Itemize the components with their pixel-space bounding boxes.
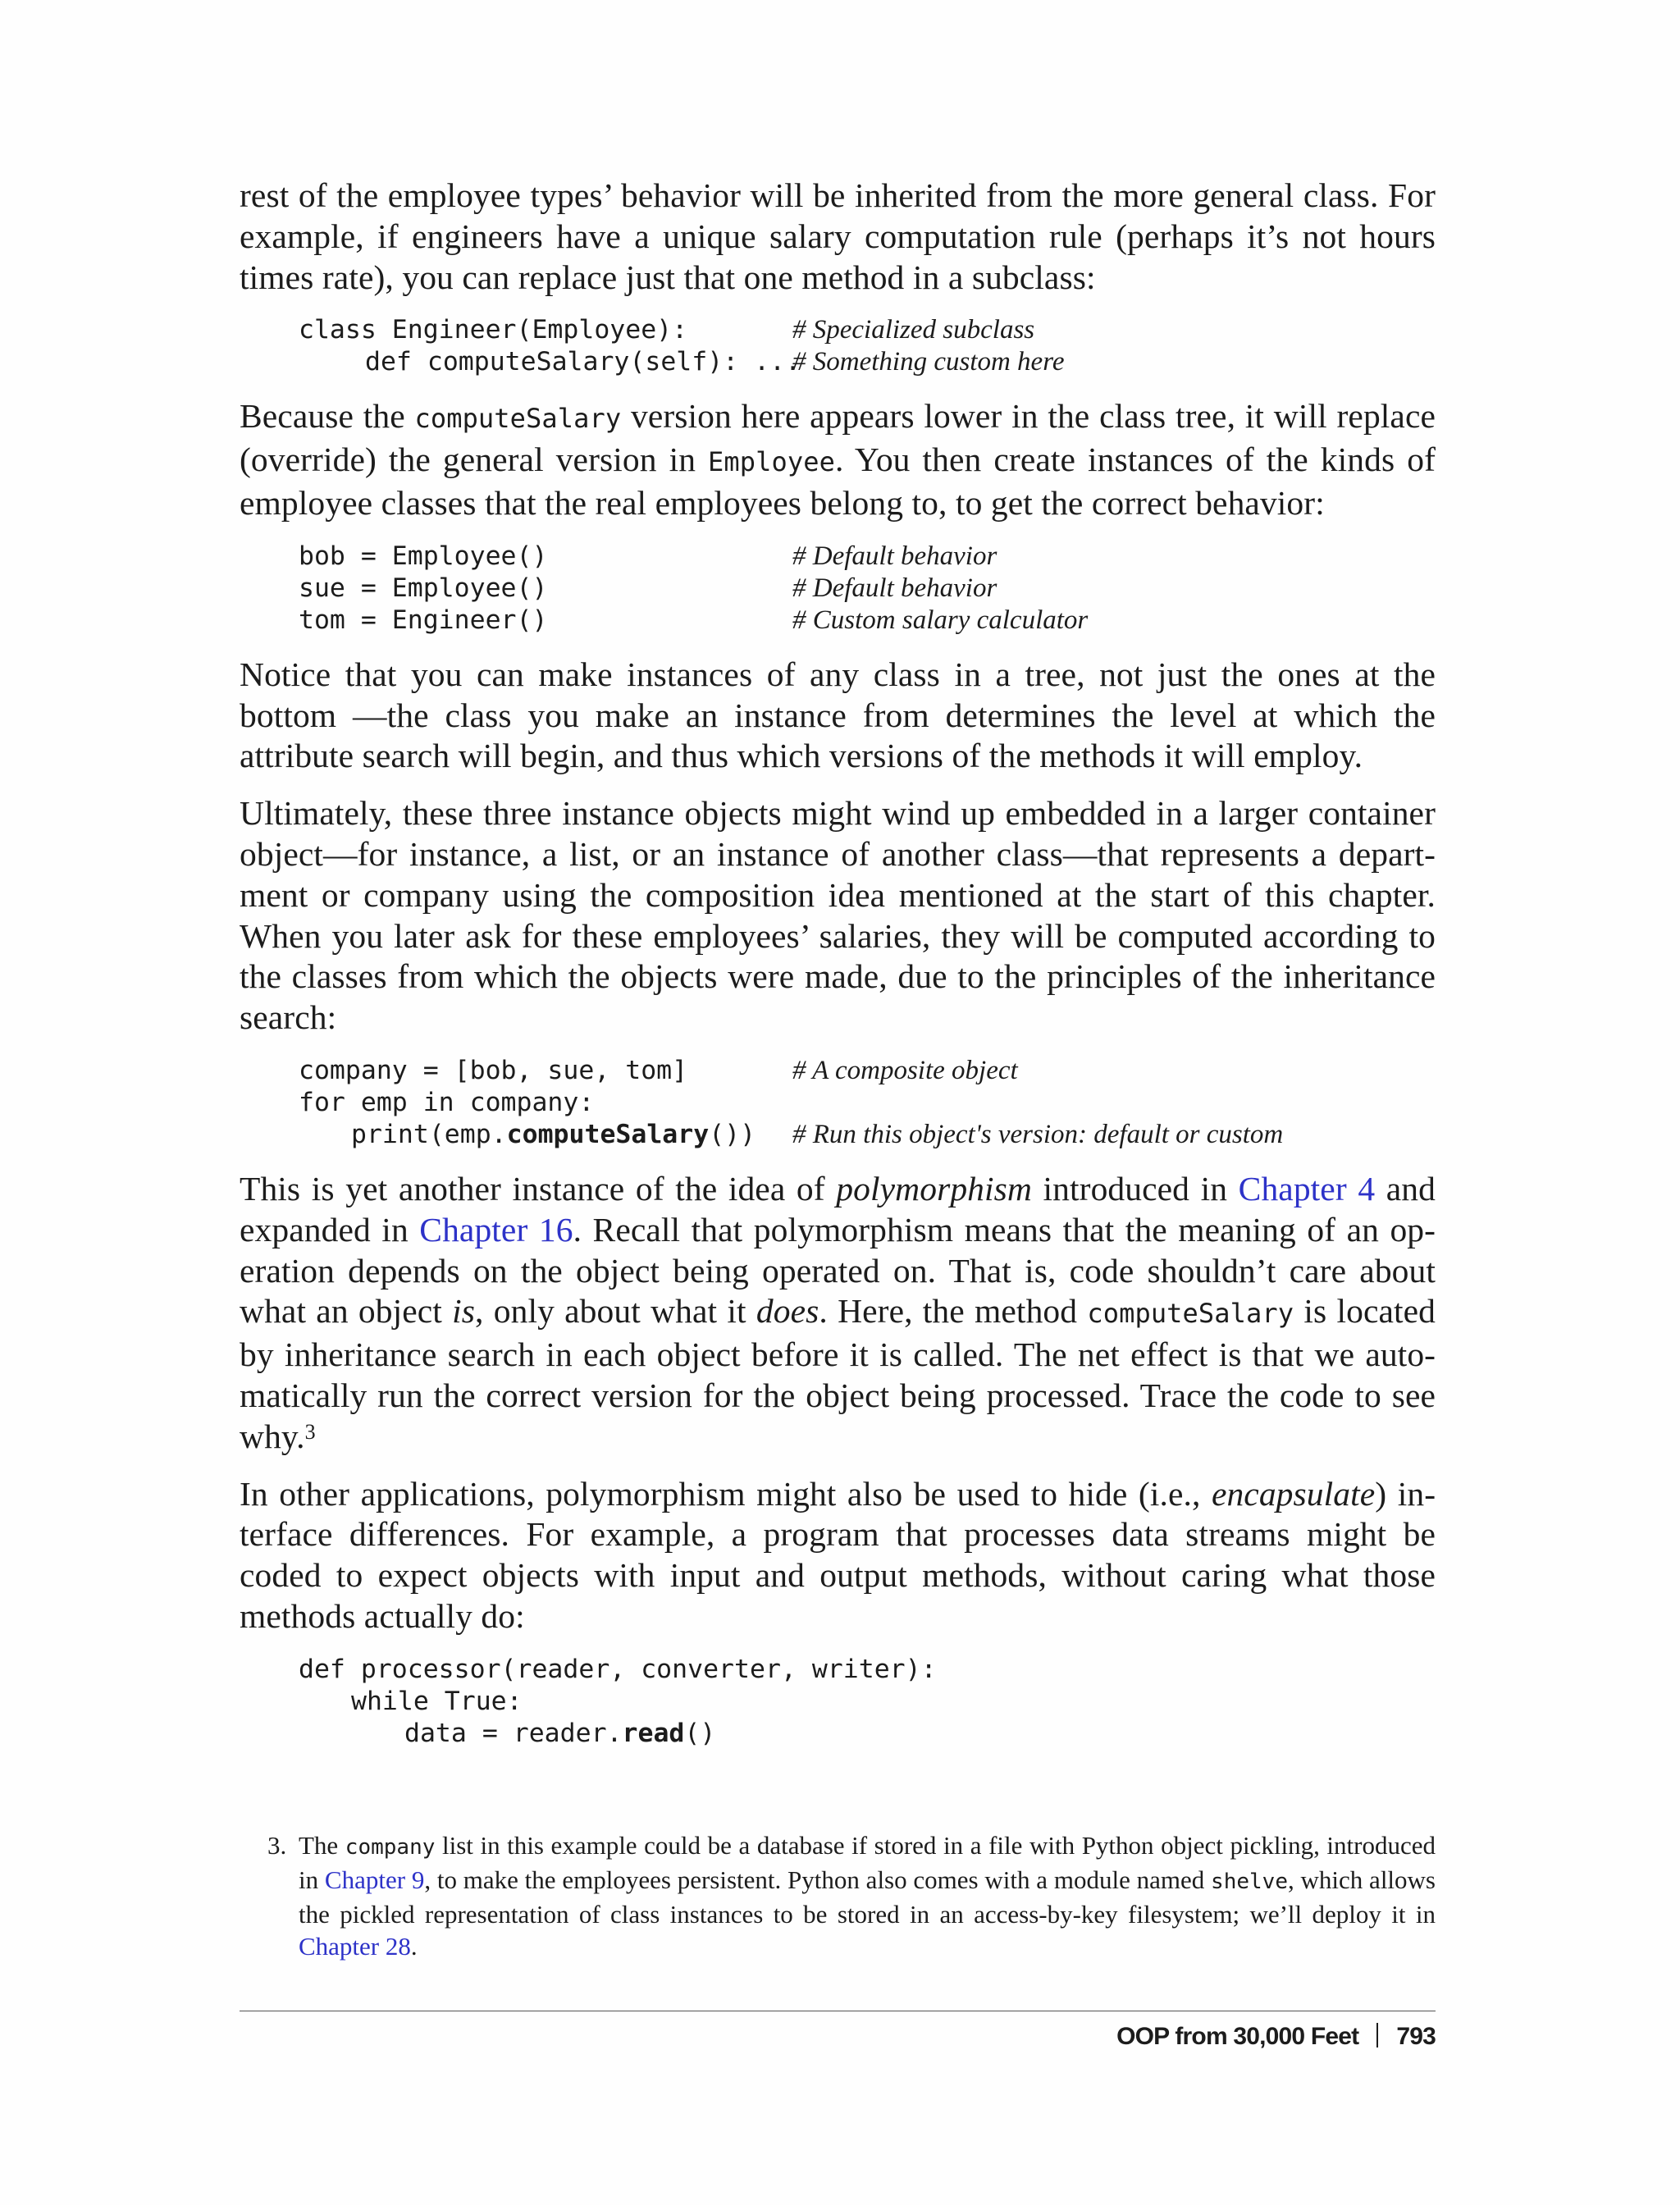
text-run: , which allows the pickled representation of class instances to be stored in an access-by-key filesystem; we’ll deploy it in [299, 1865, 1436, 1929]
code-line [299, 573, 1436, 605]
code-line [299, 346, 1436, 378]
footnote-ref[interactable]: 3 [304, 1419, 316, 1444]
emphasis: encapsulate [1211, 1474, 1376, 1513]
text-run: and expanded in [240, 1169, 1436, 1249]
code-line [299, 541, 1436, 573]
inline-code: computeSalary [1087, 1298, 1294, 1330]
paragraph-3: Notice that you can make instances of any class in a tree, not just the ones at the bottom —the class you make an instance from determines the level at which the attribute search will begin, and thus which versions of the methods it will employ. [240, 655, 1436, 775]
text-run: , to make the employees persistent. Python also comes with a module named [424, 1865, 1212, 1894]
code-comment: # Run this object's version: default or custom [792, 1119, 1284, 1149]
code-run: data = reader. [404, 1718, 623, 1748]
code-text: class Engineer(Employee): [299, 315, 688, 345]
code-run: () [684, 1718, 716, 1748]
code-text: def processor(reader, converter, writer): [299, 1654, 937, 1684]
code-text: def computeSalary(self): ... [365, 347, 801, 377]
text-run: . Recall that polymorphism means that the meaning of an operation depends on the object being operated on. That is, code shouldn’t care about what an object [240, 1210, 1436, 1331]
code-comment: # Specialized subclass [792, 315, 1035, 345]
code-line [299, 1087, 1436, 1119]
chapter-28-link[interactable]: Chapter 28 [299, 1932, 411, 1961]
footnote [240, 1829, 1436, 1962]
code-line [299, 605, 1436, 637]
footer-section-title: OOP from 30,000 Feet [1116, 2023, 1359, 2050]
text-run: introduced in [1031, 1169, 1239, 1208]
code-bold-run: read [622, 1718, 685, 1748]
code-comment: # A composite object [792, 1055, 1018, 1085]
page-number: 793 [1396, 2023, 1436, 2050]
text-run: In other applications, polymorphism might also be used to hide (i.e., [240, 1474, 1212, 1513]
inline-code: company [345, 1835, 436, 1860]
code-block-instances [299, 541, 1436, 637]
page-content [240, 176, 1436, 1768]
emphasis: does [756, 1292, 819, 1331]
paragraph-1: rest of the employee types’ behavior will be inherited from the more general class. For example, if engineers have a unique salary computation rule (perhaps it’s not hours times rate), you can replace just that one method in a subclass: [240, 176, 1436, 296]
code-text: for emp in company: [299, 1087, 595, 1117]
code-block-processor [299, 1654, 1436, 1750]
code-run: print(emp. [351, 1119, 507, 1149]
emphasis: is [452, 1292, 476, 1331]
paragraph-4: Ultimately, these three instance objects might wind up embedded in a larger container object—for instance, a list, or an instance of another class—that represents a department or company using the composition idea mentioned at the start of this chapter. When you later ask for these employees’ salaries, they will be computed according to the classes from which the objects were made, due to the principles of the inheritance search: [240, 794, 1436, 1037]
code-text: bob = Employee() [299, 541, 548, 571]
code-text: tom = Engineer() [299, 605, 548, 635]
code-line [299, 1055, 1436, 1087]
code-comment: # Default behavior [792, 541, 998, 571]
chapter-16-link[interactable]: Chapter 16 [419, 1210, 573, 1249]
text-run: . You then create instances of the kinds of employee classes that the real employees belong to, to get the correct behavior: [240, 441, 1436, 522]
inline-code: Employee [708, 446, 835, 478]
text-run: . [410, 1932, 418, 1961]
paragraph-6 [240, 1474, 1436, 1637]
code-comment: # Something custom here [792, 347, 1065, 377]
code-line [299, 1718, 1436, 1750]
code-text: sue = Employee() [299, 573, 548, 603]
code-text [299, 1719, 715, 1748]
code-block-engineer [299, 314, 1436, 378]
text-run: version here appears lower in the class tree, it will replace (override) the general version in [240, 397, 1436, 479]
code-text: company = [bob, sue, tom] [299, 1055, 688, 1085]
page-footer [1116, 2023, 1436, 2051]
paragraph-2 [240, 396, 1436, 523]
chapter-9-link[interactable]: Chapter 9 [324, 1865, 425, 1894]
code-line [299, 1686, 1436, 1718]
text-run: list in this example could be a database if stored in a file with Python object pickling, introduced in [299, 1831, 1436, 1894]
footnote-text [299, 1829, 1436, 1962]
emphasis: polymorphism [836, 1169, 1032, 1208]
chapter-4-link[interactable]: Chapter 4 [1238, 1169, 1376, 1208]
code-text [299, 1120, 756, 1149]
footer-separator [1376, 2023, 1378, 2048]
code-line [299, 1654, 1436, 1686]
text-run: ) interface differences. For example, a program that processes data streams might be coded to expect objects with input and output methods, without caring what those methods actually do: [240, 1474, 1436, 1635]
text-run: Because the [240, 397, 415, 436]
paragraph-5 [240, 1169, 1436, 1458]
code-text: while True: [351, 1686, 523, 1716]
code-bold-run: computeSalary [506, 1119, 710, 1149]
text-run: , only about what it [475, 1292, 756, 1331]
code-comment: # Default behavior [792, 573, 998, 603]
text-run: . Here, the method [819, 1292, 1088, 1331]
inline-code: computeSalary [414, 403, 622, 435]
text-run: is located by inheritance search in each object before it is called. The net effect is that we automatically run the correct version for the object being processed. Trace the code to see why. [240, 1292, 1436, 1455]
inline-code: shelve [1211, 1869, 1288, 1894]
text-run: This is yet another instance of the idea of [240, 1169, 837, 1208]
code-comment: # Custom salary calculator [792, 605, 1089, 635]
footnote-number: 3. [267, 1831, 287, 1860]
text-run: The [299, 1831, 345, 1860]
code-line [299, 314, 1436, 346]
code-line [299, 1119, 1436, 1151]
code-block-company [299, 1055, 1436, 1151]
code-run: ()) [709, 1119, 756, 1149]
